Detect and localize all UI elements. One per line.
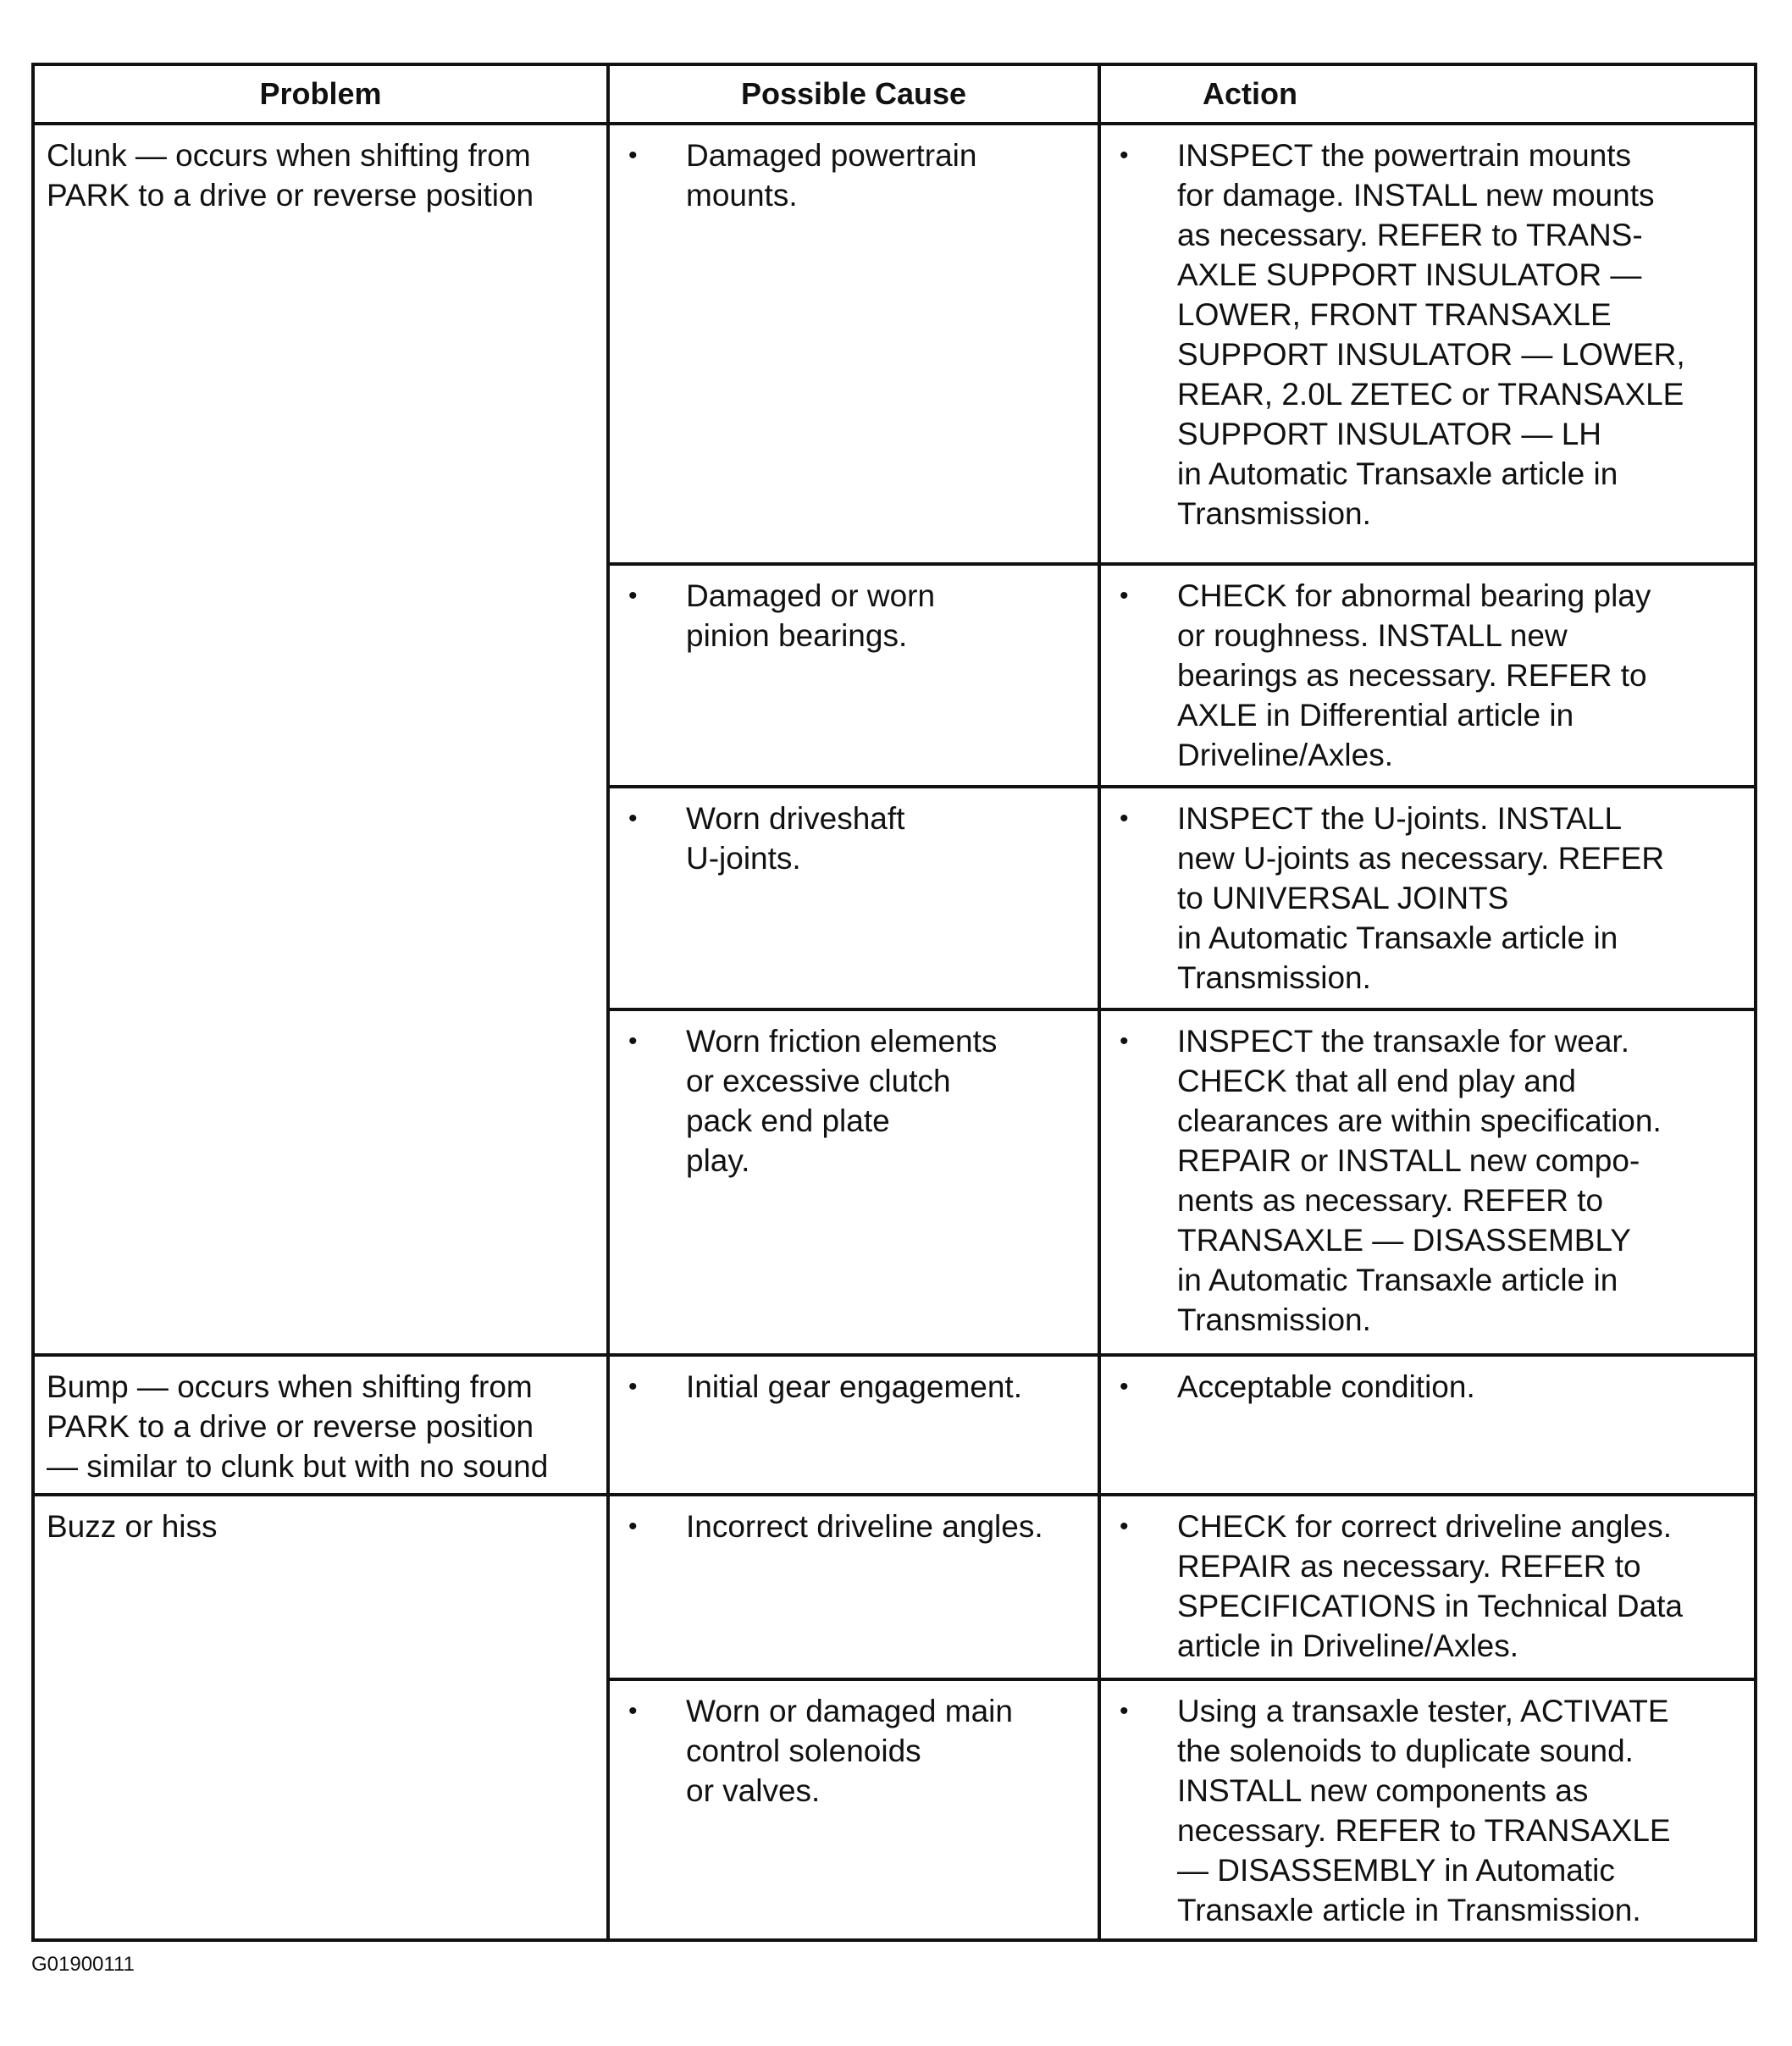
bullet-icon: • (628, 805, 638, 832)
table-row (33, 1495, 1756, 1679)
problem-text: Buzz or hiss (47, 1509, 218, 1544)
cause-text: Damaged or worn pinion bearings. (686, 578, 936, 653)
action-text: INSPECT the powertrain mounts for damage. INSTALL new mounts as necessary. REFER to TRANS- AXLE SUPPORT INSULATOR — LOWER, FRONT TRANSAXLE SUPPORT INSULATOR — LOWER, REAR, 2.0L ZETEC or TRANSAXLE SUPPORT INSULATOR — LH in Automatic Transaxle article in Transmission. (1177, 138, 1685, 531)
table-row (33, 1355, 1756, 1495)
header-problem: Problem (33, 64, 608, 124)
cause-cell (608, 1009, 1099, 1355)
diagnosis-table (31, 63, 1757, 1942)
cause-cell (608, 787, 1099, 1009)
problem-cell (33, 124, 608, 1355)
figure-id: G01900111 (31, 1953, 135, 1976)
action-text: INSPECT the transaxle for wear. CHECK that all end play and clearances are within specification. REPAIR or INSTALL new compo- nents as necessary. REFER to TRANSAXLE — DISASSEMBLY in Automatic Transaxle article in Transmission. (1177, 1024, 1662, 1337)
header-action: Action (1099, 64, 1756, 124)
bullet-icon: • (1120, 141, 1129, 169)
action-cell (1099, 124, 1756, 564)
cause-cell (608, 1355, 1099, 1495)
action-text: Using a transaxle tester, ACTIVATE the solenoids to duplicate sound. INSTALL new components as necessary. REFER to TRANSAXLE — DISASSEMBLY in Automatic Transaxle article in Transmission. (1177, 1694, 1671, 1927)
cause-text: Worn friction elements or excessive clutch pack end plate play. (686, 1024, 998, 1178)
bullet-icon: • (628, 1027, 638, 1055)
cause-text: Worn driveshaft U-joints. (686, 801, 905, 876)
table-row (33, 124, 1756, 564)
cause-text: Incorrect driveline angles. (686, 1509, 1043, 1544)
bullet-icon: • (628, 141, 638, 169)
action-cell (1099, 1679, 1756, 1940)
bullet-icon: • (1120, 805, 1129, 832)
action-cell (1099, 787, 1756, 1009)
action-cell (1099, 1009, 1756, 1355)
cause-cell (608, 1679, 1099, 1940)
cause-cell (608, 564, 1099, 787)
header-row (33, 64, 1756, 124)
cause-cell (608, 1495, 1099, 1679)
problem-cell (33, 1355, 608, 1495)
cause-cell (608, 124, 1099, 564)
problem-text: Clunk — occurs when shifting from PARK to a drive or reverse position (47, 138, 534, 213)
bullet-icon: • (1120, 1027, 1129, 1055)
action-text: INSPECT the U-joints. INSTALL new U-joints as necessary. REFER to UNIVERSAL JOINTS in Automatic Transaxle article in Transmission. (1177, 801, 1665, 995)
problem-cell (33, 1495, 608, 1940)
action-text: Acceptable condition. (1177, 1369, 1475, 1404)
bullet-icon: • (628, 582, 638, 610)
bullet-icon: • (1120, 1697, 1129, 1725)
action-cell (1099, 564, 1756, 787)
action-cell (1099, 1355, 1756, 1495)
bullet-icon: • (1120, 1373, 1129, 1401)
header-possible-cause: Possible Cause (608, 64, 1099, 124)
bullet-icon: • (628, 1373, 638, 1401)
bullet-icon: • (1120, 1512, 1129, 1540)
cause-text: Damaged powertrain mounts. (686, 138, 977, 213)
problem-text: Bump — occurs when shifting from PARK to a drive or reverse position — similar to clunk but with no sound (47, 1369, 549, 1484)
action-cell (1099, 1495, 1756, 1679)
bullet-icon: • (628, 1697, 638, 1725)
cause-text: Initial gear engagement. (686, 1369, 1022, 1404)
action-text: CHECK for abnormal bearing play or roughness. INSTALL new bearings as necessary. REFER to AXLE in Differential article in Driveline/Axles. (1177, 578, 1651, 772)
bullet-icon: • (1120, 582, 1129, 610)
cause-text: Worn or damaged main control solenoids or valves. (686, 1694, 1013, 1808)
action-text: CHECK for correct driveline angles. REPAIR as necessary. REFER to SPECIFICATIONS in Technical Data article in Driveline/Axles. (1177, 1509, 1684, 1663)
bullet-icon: • (628, 1512, 638, 1540)
